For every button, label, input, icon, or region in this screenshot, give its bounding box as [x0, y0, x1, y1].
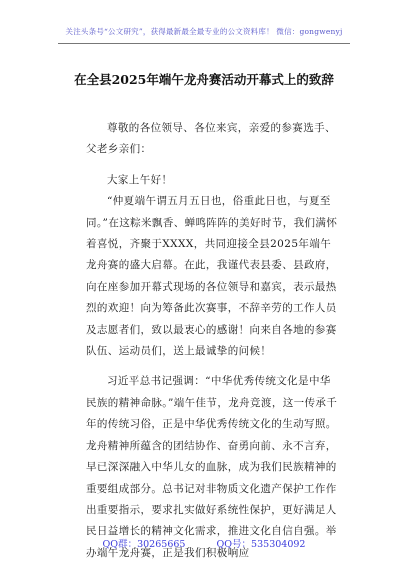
greeting-paragraph: 大家上午好！	[107, 173, 173, 186]
welcome-paragraph: “仲夏端午谓五月五日也，俗重此日也，与夏至同。”在这粽米飘香、蝉鸣阵阵的美好时节，我们满怀着喜悦，齐聚于XXXX，共同迎接全县2025年端午龙舟赛的盛大启幕。在此，我谨代表县委、县政府，向在座参加开幕式现场的各位领导和嘉宾，表示最热烈的欢迎！向为筹备此次赛事，不辞辛劳的工作人员及志愿者们，致以最衷心的感谢！向来自各地的参赛队伍、运动员们，送上最诚挚的问候！	[86, 195, 338, 358]
document-title: 在全县2025年端午龙舟赛活动开幕式上的致辞	[74, 72, 334, 87]
footer-qq-group: QQ群：30265665	[102, 539, 186, 550]
header-note: 关注头条号“公文研究”，获得最新最全最专业的公文资料库！ 微信：gongwenyj	[65, 27, 343, 36]
culture-paragraph: 习近平总书记强调：“中华优秀传统文化是中华民族的精神命脉。”端午佳节，龙舟竞渡，这一传承千年的传统习俗，正是中华优秀传统文化的生动写照。龙舟精神所蕴含的团结协作、奋勇向前、永不言弃，早已深深融入中华儿女的血脉，成为我们民族精神的重要组成部分。总书记对非物质文化遗产保护工作作出重要指示，要求扎实做好系统性保护，更好满足人民日益增长的精神文化需求，推进文化自信自强。举办端午龙舟赛，正是我们积极响应	[86, 375, 338, 559]
salutation-paragraph: 尊敬的各位领导、各位来宾，亲爱的参赛选手、父老乡亲们：	[86, 122, 336, 156]
header-divider	[58, 43, 350, 44]
footer-qq-number: QQ号：535304092	[216, 539, 306, 550]
document-body	[86, 118, 340, 564]
footer-contacts	[0, 536, 408, 550]
